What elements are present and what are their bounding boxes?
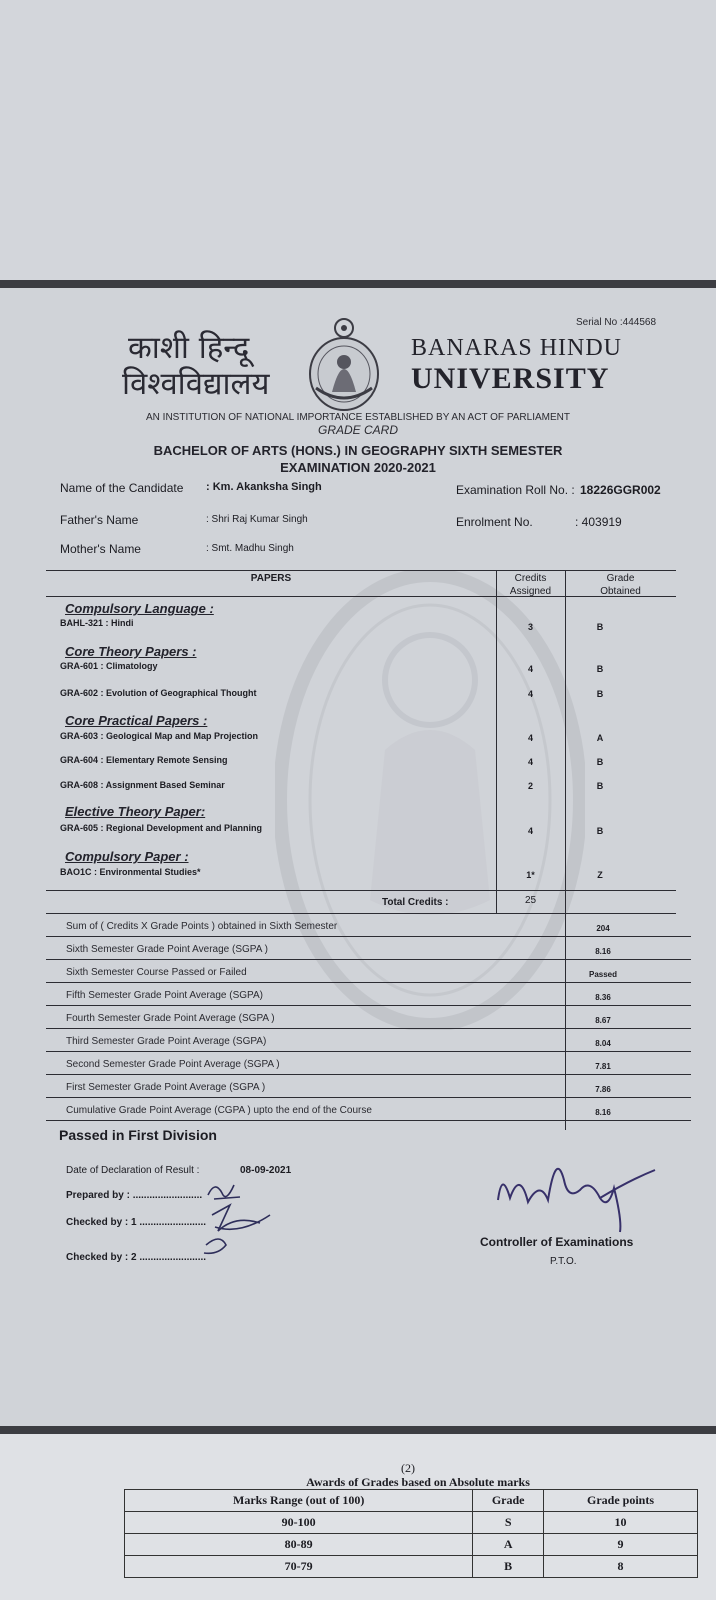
university-logo: [304, 316, 384, 412]
table-cell: S: [473, 1512, 544, 1534]
summary-row-border: [46, 982, 691, 983]
roll-number-value: 18226GGR002: [580, 483, 661, 497]
total-row-bottom-border: [46, 913, 676, 914]
table-header-cell: Grade: [473, 1490, 544, 1512]
checked-by-1-line: Checked by : 1 ........................: [66, 1217, 207, 1228]
staff-initials-signatures: [200, 1175, 300, 1270]
checked-by-2-line: Checked by : 2 ........................: [66, 1252, 207, 1263]
hindi-name-line1: काशी हिन्दू: [128, 330, 250, 366]
paper-row-credits: 4: [527, 664, 533, 674]
summary-value-fifth-sgpa: 8.36: [595, 993, 611, 1002]
summary-label-credit-points: Sum of ( Credits X Grade Points ) obtained in Sixth Semester: [66, 921, 338, 932]
summary-value-sixth-sgpa: 8.16: [595, 947, 611, 956]
section-title-core-practical: Core Practical Papers :: [65, 713, 208, 728]
table-row: [125, 1534, 698, 1556]
programme-line1: BACHELOR OF ARTS (HONS.) IN GEOGRAPHY SIXTH SEMESTER: [153, 443, 563, 458]
table-header-cell: Grade points: [544, 1490, 698, 1512]
table-cell: 90-100: [125, 1512, 473, 1534]
summary-row-border: [46, 936, 691, 937]
summary-value-fourth-sgpa: 8.67: [595, 1016, 611, 1025]
page-divider-top: [0, 280, 716, 288]
column-header-credits-1: Credits: [514, 573, 547, 584]
mother-name-label: Mother's Name: [60, 542, 141, 556]
declaration-date-label: Date of Declaration of Result :: [66, 1165, 200, 1176]
summary-row-border: [46, 1074, 691, 1075]
table-cell: B: [473, 1556, 544, 1578]
paper-row-name: GRA-601 : Climatology: [60, 661, 158, 671]
paper-row-name: BAHL-321 : Hindi: [60, 618, 134, 628]
university-name-line2: UNIVERSITY: [411, 362, 610, 395]
table-cell: 8: [544, 1556, 698, 1578]
programme-line2: EXAMINATION 2020-2021: [280, 460, 436, 475]
total-credits-value: 25: [524, 895, 537, 906]
summary-row-border: [46, 959, 691, 960]
section-title-core-theory: Core Theory Papers :: [65, 644, 197, 659]
paper-row-grade: B: [596, 664, 604, 674]
page-divider-bottom: [0, 1426, 716, 1434]
section-title-elective-theory: Elective Theory Paper:: [65, 804, 206, 819]
summary-row-border: [46, 1005, 691, 1006]
paper-row-credits: 4: [527, 757, 533, 767]
column-header-credits-2: Assigned: [509, 586, 552, 597]
summary-value-third-sgpa: 8.04: [595, 1039, 611, 1048]
table-header-row: [125, 1490, 698, 1512]
column-header-grade-1: Grade: [606, 573, 635, 584]
page-number: (2): [401, 1461, 415, 1475]
summary-value-second-sgpa: 7.81: [595, 1062, 611, 1071]
paper-row-name: GRA-602 : Evolution of Geographical Thought: [60, 688, 257, 698]
grade-awards-table: [124, 1489, 698, 1578]
summary-value-first-sgpa: 7.86: [595, 1085, 611, 1094]
table-cell: 80-89: [125, 1534, 473, 1556]
summary-label-sixth-sgpa: Sixth Semester Grade Point Average (SGPA ): [66, 944, 268, 955]
paper-row-credits: 4: [527, 826, 533, 836]
declaration-date-value: 08-09-2021: [240, 1165, 292, 1176]
paper-row-grade: Z: [597, 870, 603, 880]
section-title-compulsory-language: Compulsory Language :: [65, 601, 214, 616]
enrolment-label: Enrolment No.: [456, 515, 533, 529]
summary-label-cgpa: Cumulative Grade Point Average (CGPA ) upto the end of the Course: [66, 1105, 372, 1116]
total-credits-label: Total Credits :: [382, 897, 449, 908]
summary-value-credit-points: 204: [596, 924, 610, 933]
summary-label-pass-fail: Sixth Semester Course Passed or Failed: [66, 967, 247, 978]
pto-text: P.T.O.: [550, 1256, 577, 1267]
table-top-border: [46, 570, 676, 571]
controller-title: Controller of Examinations: [480, 1235, 634, 1249]
summary-label-first-sgpa: First Semester Grade Point Average (SGPA ): [66, 1082, 266, 1093]
summary-label-fifth-sgpa: Fifth Semester Grade Point Average (SGPA): [66, 990, 263, 1001]
table-cell: A: [473, 1534, 544, 1556]
column-header-grade-2: Obtained: [600, 586, 641, 597]
section-title-compulsory-paper: Compulsory Paper :: [65, 849, 189, 864]
table-cell: 70-79: [125, 1556, 473, 1578]
institution-tagline: AN INSTITUTION OF NATIONAL IMPORTANCE ESTABLISHED BY AN ACT OF PARLIAMENT: [146, 412, 570, 423]
hindi-name-line2: विश्वविद्यालय: [122, 366, 270, 402]
summary-value-cgpa: 8.16: [595, 1108, 611, 1117]
table-row: [125, 1556, 698, 1578]
paper-row-name: GRA-608 : Assignment Based Seminar: [60, 780, 225, 790]
father-name-label: Father's Name: [60, 513, 139, 527]
serial-number: Serial No :444568: [576, 317, 657, 328]
university-name-line1: BANARAS HINDU: [411, 335, 623, 361]
paper-row-grade: B: [596, 826, 604, 836]
awards-table-title: Awards of Grades based on Absolute marks: [306, 1475, 530, 1489]
summary-row-border: [46, 1028, 691, 1029]
table-body-bottom-border: [46, 890, 676, 891]
summary-label-fourth-sgpa: Fourth Semester Grade Point Average (SGPA ): [66, 1013, 275, 1024]
paper-row-grade: B: [596, 781, 604, 791]
paper-row-grade: B: [596, 757, 604, 767]
table-row: [125, 1512, 698, 1534]
column-header-papers: PAPERS: [250, 573, 292, 584]
table-cell: 9: [544, 1534, 698, 1556]
summary-label-third-sgpa: Third Semester Grade Point Average (SGPA): [66, 1036, 267, 1047]
roll-number-label: Examination Roll No. :: [456, 483, 575, 497]
table-header-cell: Marks Range (out of 100): [125, 1490, 473, 1512]
paper-row-name: BAO1C : Environmental Studies*: [60, 867, 201, 877]
summary-value-pass-fail: Passed: [588, 970, 618, 979]
father-name-value: : Shri Raj Kumar Singh: [206, 514, 308, 525]
prepared-by-line: Prepared by : .........................: [66, 1190, 203, 1201]
summary-row-border: [46, 1120, 691, 1121]
controller-signature: [490, 1140, 660, 1240]
paper-row-credits: 4: [527, 689, 533, 699]
candidate-name-label: Name of the Candidate: [60, 481, 184, 495]
mother-name-value: : Smt. Madhu Singh: [206, 543, 294, 554]
summary-row-border: [46, 1051, 691, 1052]
paper-row-credits: 4: [527, 733, 533, 743]
division-result: Passed in First Division: [59, 1127, 217, 1143]
paper-row-credits: 2: [527, 781, 533, 791]
university-seal-watermark: [275, 570, 585, 1030]
paper-row-credits: 3: [527, 622, 533, 632]
background-top: [0, 0, 716, 280]
paper-row-name: GRA-604 : Elementary Remote Sensing: [60, 755, 228, 765]
paper-row-grade: B: [596, 689, 604, 699]
paper-row-grade: B: [596, 622, 604, 632]
table-cell: 10: [544, 1512, 698, 1534]
enrolment-value: : 403919: [575, 515, 622, 529]
candidate-name-value: : Km. Akanksha Singh: [206, 481, 322, 493]
paper-row-name: GRA-603 : Geological Map and Map Projection: [60, 731, 259, 741]
document-title: GRADE CARD: [317, 423, 398, 437]
summary-row-border: [46, 1097, 691, 1098]
paper-row-grade: A: [596, 733, 604, 743]
summary-label-second-sgpa: Second Semester Grade Point Average (SGPA ): [66, 1059, 280, 1070]
paper-row-credits: 1*: [526, 870, 535, 880]
paper-row-name: GRA-605 : Regional Development and Planning: [60, 823, 263, 833]
